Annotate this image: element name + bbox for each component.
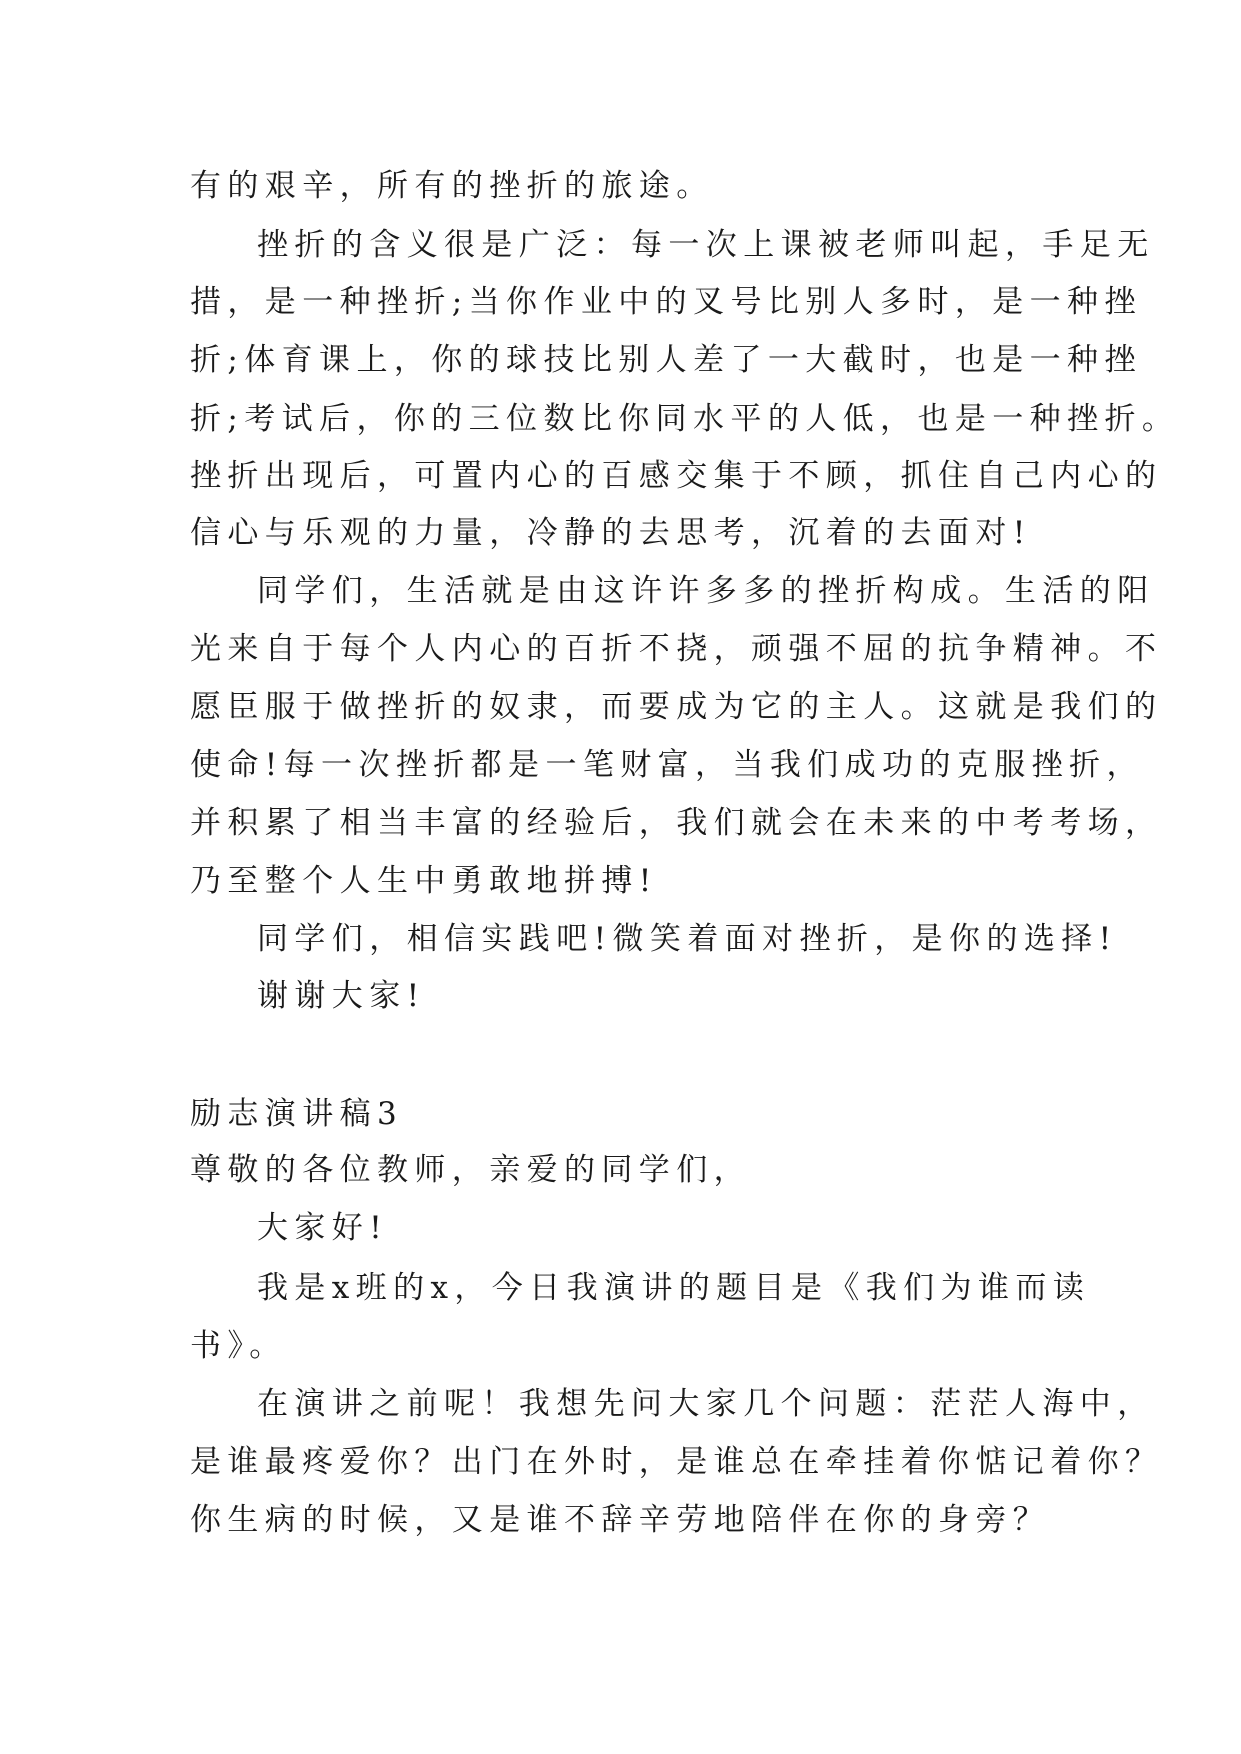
- text-line: 愿臣服于做挫折的奴隶，而要成为它的主人。这就是我们的: [190, 689, 1163, 725]
- text-line: 在演讲之前呢！我想先问大家几个问题：茫茫人海中，: [257, 1386, 1155, 1422]
- text-line: 使命!每一次挫折都是一笔财富，当我们成功的克服挫折，: [190, 747, 1144, 783]
- greeting: 大家好!: [257, 1210, 389, 1246]
- text-line: 你生病的时候，又是谁不辞辛劳地陪伴在你的身旁？: [190, 1502, 1051, 1538]
- text-line: 信心与乐观的力量，冷静的去思考，沉着的去面对!: [190, 515, 1032, 551]
- text-line: 折;体育课上，你的球技比别人差了一大截时，也是一种挫: [190, 342, 1142, 378]
- text-line: 挫折出现后，可置内心的百感交集于不顾，抓住自己内心的: [190, 458, 1163, 494]
- text-line: 并积累了相当丰富的经验后，我们就会在未来的中考考场，: [190, 805, 1163, 841]
- section-heading: 励志演讲稿3: [190, 1096, 404, 1132]
- text-line: 折;考试后，你的三位数比你同水平的人低，也是一种挫折。: [190, 401, 1180, 437]
- text-line: 乃至整个人生中勇敢地拼搏!: [190, 863, 658, 899]
- text-line: 有的艰辛，所有的挫折的旅途。: [190, 168, 714, 204]
- text-line: 同学们，相信实践吧!微笑着面对挫折，是你的选择!: [257, 921, 1118, 957]
- text-line: 是谁最疼爱你？出门在外时，是谁总在牵挂着你惦记着你？: [190, 1444, 1163, 1480]
- text-line: 谢谢大家!: [257, 978, 426, 1014]
- text-line: 书》。: [190, 1328, 287, 1364]
- text-line: 挫折的含义很是广泛：每一次上课被老师叫起，手足无: [257, 227, 1155, 263]
- text-line: 同学们，生活就是由这许许多多的挫折构成。生活的阳: [257, 573, 1155, 609]
- text-line: 我是x班的x，今日我演讲的题目是《我们为谁而读: [257, 1270, 1091, 1306]
- text-line: 措，是一种挫折;当你作业中的叉号比别人多时，是一种挫: [190, 284, 1142, 320]
- salutation: 尊敬的各位教师，亲爱的同学们，: [190, 1152, 751, 1188]
- text-line: 光来自于每个人内心的百折不挠，顽强不屈的抗争精神。不: [190, 631, 1163, 667]
